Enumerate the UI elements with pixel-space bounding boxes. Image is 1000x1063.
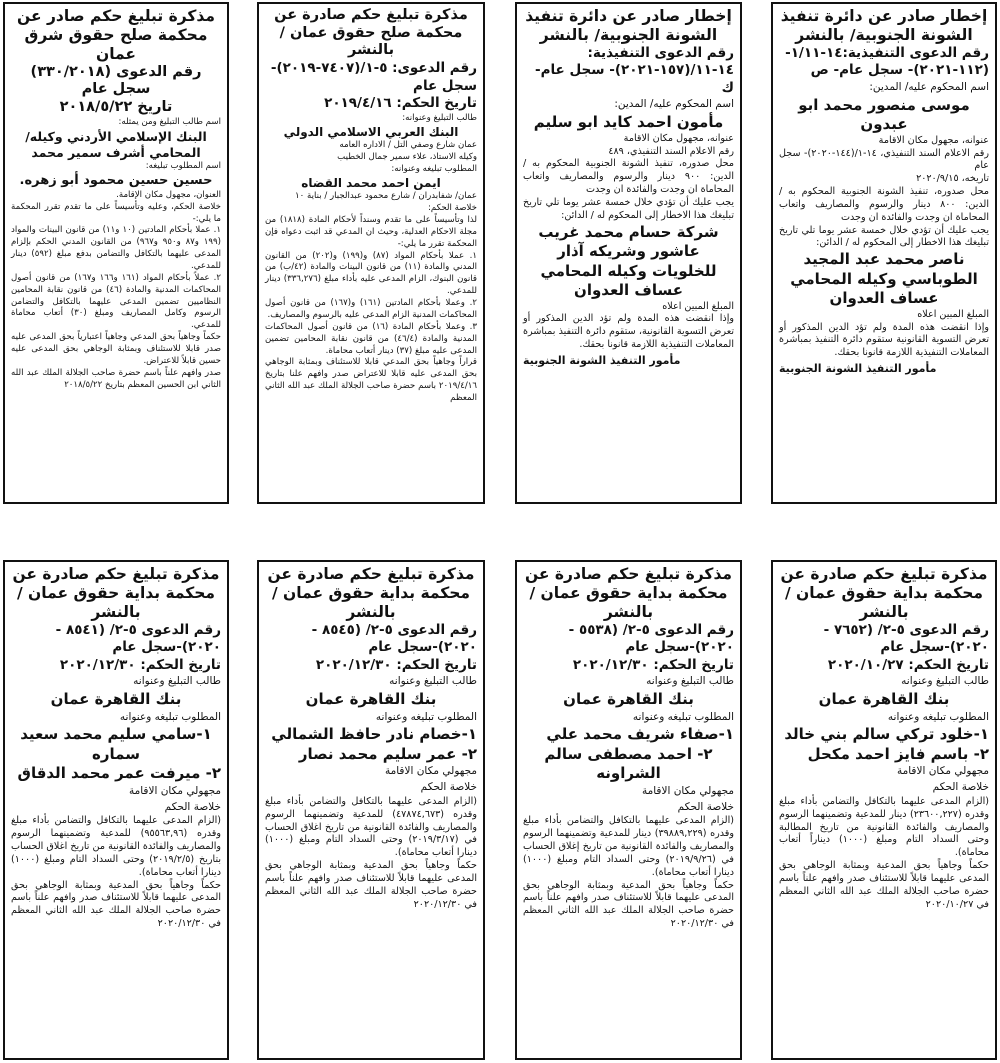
notice-title: مذكرة تبليغ حكم صادرة عن محكمة بداية حقوق عمان / بالنشر [267,565,475,621]
notice-title: مذكرة تبليغ حكم صادرة عن محكمة بداية حقوق عمان / بالنشر [524,565,733,621]
target-name-1: ١-خصام نادر حافظ الشمالي [271,725,477,744]
requester-name: بنك القاهرة عمان [563,690,694,709]
target-label: المطلوب تبليغه وعنوانه [375,710,477,723]
summary-label: خلاصة الحكم [932,781,989,794]
requester-name: بنك القاهرة عمان [818,690,950,709]
signature: مأمور التنفيذ الشونة الجنوبية [523,353,681,367]
target-name-2: ٢- باسم فايز احمد مكحل [807,744,989,763]
case-number: رقم الدعوى ٥-٢/ (٧٦٥٢ - ٢٠٢٠)-سجل عام [823,621,989,656]
requester-label: طالب التبليغ وعنوانه [646,675,734,688]
notice-closing: المبلغ المبين اعلاه وإذا انقضت هذه المدة ولم تؤد الدين المذكور أو تعرض التسوية القانونية ستقوم دائرة التنفيذ بمباشرة المعاملات التنفيذية اللازمة قانونا بحقك. [779,308,989,359]
requester-name: البنك العربي الاسلامي الدولي [283,124,459,139]
target-name-1: ١-سامي سليم محمد سعيد سماره [20,725,212,763]
address: مجهولي مكان الاقامة [384,765,477,778]
execution-notice-1 [771,2,997,504]
ruling-body: (الزام المدعى عليهما بالتكافل والتضامن بأداء مبلغ وقدره (٣٩٨٨٩,٢٢٩) دينار للمدعية وتضمينهما الرسوم والمصاريف والفائدة القانونية من تاريخ إغلاق الحساب في (٢٠١٩/٩/٢٦) وحتى السداد التام ومبلغ (١٠٠٠) دينارا أتعاب محاماة). حكماً وجاهياً بحق المدعية وبمثابة الوجاهي بحق المدعى عليهما قابلاً للاستئناف صدر وافهم علناً باسم حضرة صاحب الجلالة الملك عبد الله الثاني المعظم في ٢٠٢٠/١٢/٣٠ [523,815,735,930]
notice-title: مذكرة تبليغ حكم صادرة عن محكمة صلح حقوق عمان / بالنشر [274,7,468,59]
reference-number: رقم الاعلام السند التنفيذي، ٤٨٩ [608,145,734,157]
ruling-body: لذا وتأسيساً على ما تقدم وسنداً لأحكام المادة (١٨١٨) من مجلة الاحكام العدلية، وحيث ان المدعي قد اثبت دعواه فإن المحكمة تقرر ما يلي:- ١. عملا بأحكام المواد (٨٧) و(١٩٩) و(٢٠٢) من القانون المدني والمادة (١١) من قانون البينات والمادة (٤٢/ب) من قانون البنوك، الزام المدعى عليه بأداء مبلغ (٣٣٦,٢٧٦) دينار للمدعي. ٢. وعملا بأحكام المادتين (١٦١) و(١٦٧) من قانون أصول المحاكمات المدنية الزام المدعى عليه بالرسوم والمصاريف. ٣. وعملا بأحكام المادة (١٦) من قانون أصول المحاكمات المدنية والمادة (٤٦/٤) من قانون نقابة المحامين تضمين المدعى عليه مبلغ (٣٧) دينار أتعاب محاماة. قراراً وجاهياً بحق المدعي قابلا للاستئناف وبمثابة الوجاهي بحق المدعى عليه قابلا للاعتراض صدر وافهم علنا بتاريخ ٢٠١٩/٤/١٦ باسم حضرة صاحب الجلالة الملك عبد الله الثاني المعظم [265,215,478,403]
case-number: رقم الدعوى ٥-٢/ (٨٥٤١ - ٢٠٢٠)-سجل عام [55,621,221,656]
reference-number: رقم الاعلام السند التنفيذي، ١٤-١/(١٤٤-٢٠٢٠)- سجل عام [779,147,989,172]
verdict-date: تاريخ الحكم: ٢٠١٩/٤/١٦ [324,95,477,112]
case-number: رقم الدعوى: ٥-١/(٧٤٠٧-٢٠١٩)-سجل عام [270,60,477,94]
notice-title: مذكرة تبليغ حكم صادر عن محكمة صلح حقوق شرق عمان [17,7,215,63]
target-name-2: ٢- ميرفت عمر محمد الدقاق [17,764,221,783]
target-label: المطلوب تبليغه وعنوانه: [391,163,477,174]
defendant-label: اسم المحكوم عليه/ المدين: [614,98,734,111]
notice-title: مذكرة تبليغ حكم صادرة عن محكمة بداية حقوق عمان / بالنشر [780,565,988,621]
target-name-1: ١-صفاء شريف محمد علي [546,725,734,744]
address: مجهولي مكان الاقامة [896,765,989,778]
target-label: اسم المطلوب تبليغه: [145,161,221,172]
target-name-2: ٢- عمر سليم محمد نصار [298,744,477,763]
target-name: ايمن احمد محمد القضاه [301,175,441,190]
notice-closing: المبلغ المبين اعلاه وإذا انقضت هذه المدة ولم تؤد الدين المذكور أو تعرض التسوية القانونية، ستقوم دائرة التنفيذ بمباشرة المعاملات التنفيذية اللازمة قانونا بحقك. [523,300,734,351]
reference-date: تاريخه، ٢٠٢٠/٩/١٥ [916,173,989,185]
creditor-name: ناصر محمد عبد المجيد الطوباسي وكيله المحامي عساف العدوان [790,250,978,308]
summary-label: خلاصة الحكم: [428,203,477,214]
ruling-body: خلاصة الحكم، وعليه وتأسيساً على ما تقدم تقرر المحكمة ما يلي:- ١. عملا بأحكام المادتين (١٠ و١١) من قانون البينات والمواد (١٩٩ و٨٧ و٩٥٠ و٩٦٧) من القانون المدني الحكم بإلزام المدعى عليهما بالتكافل والتضامن بدفع مبلغ (٥٩٢) دينار للمدعي. ٢. عملاً بأحكام المواد (١٦١ و١٦٦ و١٦٧) من قانون أصول المحاكمات المدنية والمادة (٤٦) من قانون نقابة المحامين النظاميين تضمين المدعى عليهما بالتكافل والتضامن الرسوم وكامل المصاريف ومبلغ (٣٠) أتعاب محاماة للمدعي. حكماً وجاهياً بحق المدعي وجاهياً اعتبارياً بحق المدعى عليه صدر قابلا للاستئناف وبمثابة الوجاهي بحق المدعى عليه حسين قابلاً للاعتراض. صدر وافهم علناً باسم حضرة صاحب الجلالة الملك عبد الله الثاني ابن الحسين المعظم بتاريخ ٢٠١٨/٥/٢٢ [11,201,222,390]
requester-name: البنك الإسلامي الأردني وكيله/ المحامي أشرف سمير محمد [25,128,207,160]
registry: سجل عام [81,81,151,98]
notice-body: محل صدوره، تنفيذ الشونة الجنوبية المحكوم به / الدين: ٨٠٠ دينار والرسوم والمصاريف واتعاب المحاماة ان وجدت والفائدة ان وجدت يجب عليك أن تؤدي خلال خمسة عشر يوما تلي تاريخ تبليغك هذا الاخطار إلى المحكوم له / الدائن: [779,186,989,249]
requester-name: بنك القاهرة عمان [50,690,182,709]
target-label: المطلوب تبليغه وعنوانه [119,710,221,723]
court-ruling-notice-4 [3,2,229,504]
defendant-name: مأمون احمد كايد ابو سليم [533,113,724,132]
ruling-body: (الزام المدعى عليهما بالتكافل والتضامن بأداء مبلغ وقدره (٩٥٥٦٣,٩٦) للمدعية وتضمينهما الرسوم والمصاريف والفائدة القانونية من تاريخ اغلاق الحساب بتاريخ (٢٠١٩/٢/٥) وحتى السداد التام ومبلغ (١٠٠٠) دينارا أتعاب محاماة). حكماً وجاهياً بحق المدعية وبمثابة الوجاهي بحق المدعى عليهما قابلاً للاستئناف صدر وافهم علناً باسم حضرة صاحب الجلالة الملك عبد الله الثاني المعظم في ٢٠٢٠/١٢/٣٠ [11,815,222,930]
verdict-date: تاريخ الحكم: ٢٠٢٠/١٢/٣٠ [59,656,221,673]
address: عنوانه، مجهول مكان الاقامة [878,134,989,146]
case-number: رقم الدعوى التنفيذية:١٤-١/١١-(١١٢-٢٠٢١)- سجل عام- ص [785,44,989,79]
defendant-name: موسى منصور محمد ابو عبدون [798,95,970,134]
target-name-1: ١-خلود تركي سالم بني خالد [784,725,989,744]
court-ruling-notice-3 [257,2,485,504]
verdict-date: تاريخ ٢٠١٨/٥/٢٢ [59,99,173,116]
target-name: حسين حسين محمود أبو زهره. [19,173,213,188]
defendant-label: اسم المحكوم عليه/ المدين: [869,80,989,93]
requester-label: طالب التبليغ وعنوانه [133,675,221,688]
notice-title: إخطار صادر عن دائرة تنفيذ الشونة الجنوبية/ بالنشر [780,7,988,44]
ruling-body: (الزام المدعى عليهما بالتكافل والتضامن بأداء مبلغ وقدره (٢٣٦٠٠,٢٢٧) دينار للمدعية وتضمينهما الرسوم والمصاريف والفائدة القانونية من تاريخ المطالبة وحتى السداد التام ومبلغ (١٠٠٠) ديناراً أتعاب محاماة). حكماً وجاهياً بحق المدعية وبمثابة الوجاهي بحق المدعى عليهما قابلاً للاستئناف صدر وافهم علناً باسم حضرة صاحب الجلالة الملك عبد الله الثاني المعظم في ٢٠٢٠/١٠/٢٧ [779,795,989,910]
summary-label: خلاصة الحكم [420,781,477,794]
requester-agent: وكيله الاستاذ، علاء سمير جمال الخطيب [337,152,477,163]
summary-label: خلاصة الحكم [164,800,221,813]
case-number: رقم الدعوى ٥-٢/ (٨٥٤٥ - ٢٠٢٠)-سجل عام [311,621,477,656]
requester-label: طالب التبليغ وعنوانه [389,675,477,688]
notice-title: إخطار صادر عن دائرة تنفيذ الشونة الجنوبية/ بالنشر [525,7,732,44]
requester-label: اسم طالب التبليغ ومن يمثله: [118,116,221,127]
verdict-date: تاريخ الحكم: ٢٠٢٠/١٢/٣٠ [315,656,477,673]
summary-label: خلاصة الحكم [677,800,734,813]
requester-name: بنك القاهرة عمان [305,690,437,709]
court-ruling-notice-5 [771,560,997,1060]
case-number: رقم الدعوى التنفيذية: ١٤-١١/(١٥٧-٢٠٢١)- سجل عام- ك [534,44,734,96]
address: مجهولي مكان الاقامة [641,784,734,797]
court-ruling-notice-8 [3,560,229,1060]
address: العنوان، مجهول مكان الإقامة. [116,189,221,200]
target-name-2: ٢- احمد مصطفى سالم الشراونه [544,744,713,783]
target-address: عمان/ شفابدران / شارع محمود عبدالجبار / بناية ١٠ [295,191,477,202]
verdict-date: تاريخ الحكم: ٢٠٢٠/١٢/٣٠ [572,656,734,673]
verdict-date: تاريخ الحكم: ٢٠٢٠/١٠/٢٧ [827,656,989,673]
notice-body: محل صدوره، تنفيذ الشونة الجنوبية المحكوم به / الدين: ٩٠٠ دينار والرسوم والمصاريف واتعاب المحاماة ان وجدت والفائدة ان وجدت يجب عليك أن تؤدي خلال خمسة عشر يوما تلي تاريخ تبليغك هذا الاخطار إلى المحكوم له / الدائن: [523,158,734,221]
requester-label: طالب التبليغ وعنوانه [901,675,989,688]
court-ruling-notice-7 [257,560,485,1060]
signature: مأمور التنفيذ الشونة الجنوبية [779,362,937,376]
court-ruling-notice-6 [515,560,742,1060]
requester-label: طالب التبليغ وعنوانه: [402,112,477,123]
notice-title: مذكرة تبليغ حكم صادرة عن محكمة بداية حقوق عمان / بالنشر [12,565,220,621]
creditor-name: شركة حسام محمد غريب عاشور وشريكه آذار للخلويات وكيله المحامي عساف العدوان [538,222,719,300]
target-label: المطلوب تبليغه وعنوانه [632,710,734,723]
case-number: رقم الدعوى ٥-٢/ (٥٥٣٨ - ٢٠٢٠)-سجل عام [568,621,734,656]
case-number: رقم الدعوى (٣٣٠/٢٠١٨) [30,63,202,80]
execution-notice-2 [515,2,742,504]
requester-address: عمان شارع وصفي التل / الاداره العامه [339,140,477,151]
address: مجهولي مكان الاقامة [128,784,221,797]
address: عنوانه، مجهول مكان الاقامة [623,132,734,144]
target-label: المطلوب تبليغه وعنوانه [887,710,989,723]
ruling-body: (الزام المدعى عليهما بالتكافل والتضامن بأداء مبلغ وقدره (٤٧٨٧٤,٦٧٣) للمدعية وتضمينهما الرسوم والمصاريف والفائدة القانونية من تاريخ اغلاق الحساب في (٢٠١٩/٣/١٧) وحتى السداد التام ومبلغ (١٠٠٠) دينارا أتعاب محاماة). حكماً وجاهياً بحق المدعية وبمثابة الوجاهي بحق المدعى عليهما قابلاً للاستئناف صدر وافهم علناً باسم حضرة صاحب الجلالة الملك عبد الله الثاني المعظم في ٢٠٢٠/١٢/٣٠ [265,795,478,910]
